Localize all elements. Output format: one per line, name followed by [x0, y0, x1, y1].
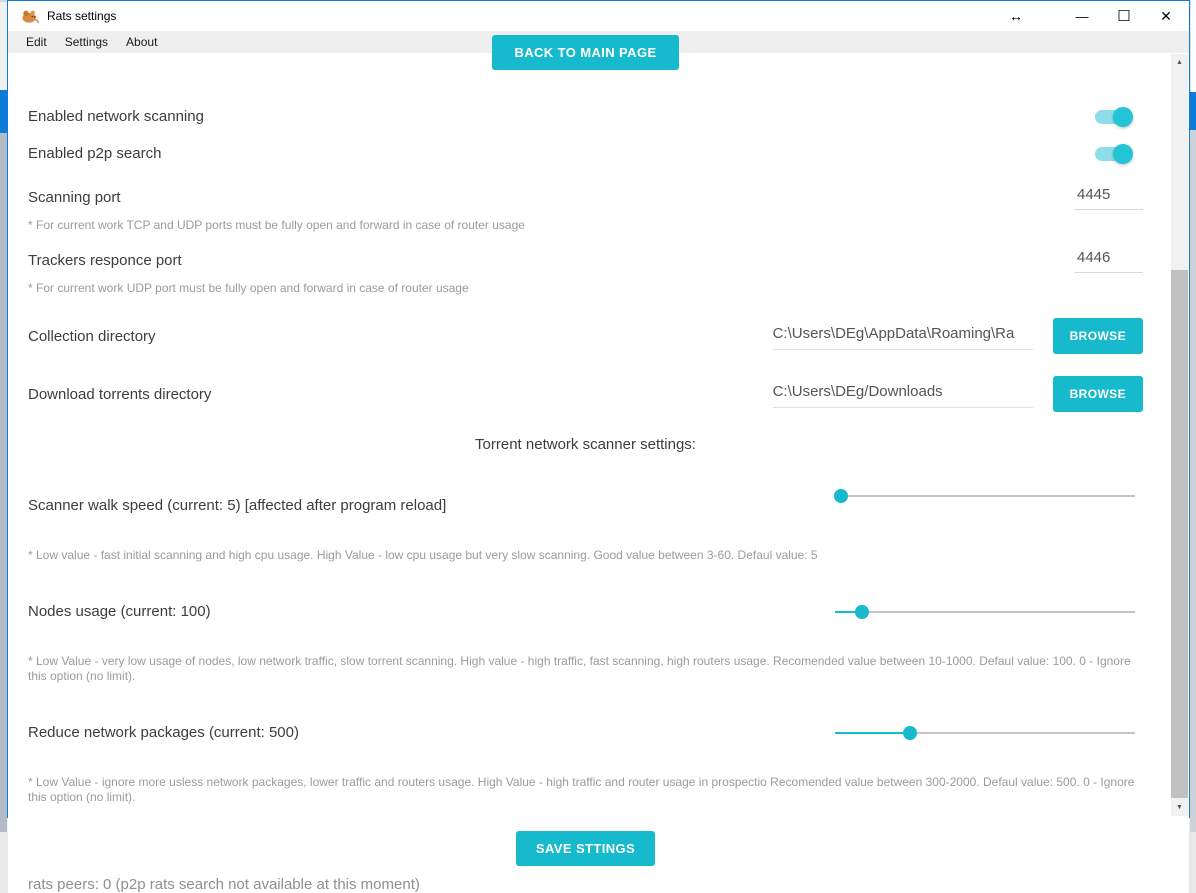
setting-note: * Low Value - ignore more usless network packages, lower traffic and routers usage. High Value - high traffic and router usage in prospectio Recomended value between 300-2000. Defaul value: 500. 0 - Ignore this option (no limit). — [28, 775, 1135, 804]
toggle-knob — [1113, 107, 1133, 127]
download-browse-button[interactable]: BROWSE — [1053, 376, 1143, 412]
setting-label: Reduce network packages (current: 500) — [28, 724, 299, 741]
scanner-walk-speed-slider[interactable] — [835, 489, 1135, 503]
scanning-port-input[interactable] — [1075, 184, 1143, 210]
background-sliver-segment — [1190, 92, 1196, 130]
collection-browse-button[interactable]: BROWSE — [1053, 318, 1143, 354]
background-sliver-segment — [0, 90, 7, 133]
rats-peers-status: rats peers: 0 (p2p rats search not available at this moment) — [28, 876, 420, 893]
close-button[interactable]: ✕ — [1160, 7, 1172, 24]
save-settings-button[interactable]: SAVE STTINGS — [516, 831, 655, 866]
menu-edit[interactable]: Edit — [26, 35, 47, 49]
scrollbar-thumb[interactable] — [1171, 270, 1188, 798]
collection-directory-input[interactable] — [773, 323, 1033, 350]
section-title: Torrent network scanner settings: — [475, 436, 696, 453]
slider-thumb[interactable] — [834, 489, 848, 503]
setting-row-nodes-usage — [28, 603, 1143, 620]
setting-row-scanning-port — [28, 184, 1143, 210]
setting-row-scanner-walk-speed — [28, 497, 1143, 514]
directory-controls — [773, 376, 1143, 412]
setting-note: * For current work TCP and UDP ports must be fully open and forward in case of router usage — [28, 218, 525, 232]
setting-label: Download torrents directory — [28, 385, 212, 403]
setting-row-reduce-packages — [28, 724, 1143, 741]
app-icon-rat — [21, 8, 39, 24]
trackers-port-input[interactable] — [1075, 247, 1143, 273]
settings-page — [8, 45, 1189, 893]
setting-note: * Low Value - very low usage of nodes, low network traffic, slow torrent scanning. High value - high traffic, fast scanning, high routers usage. Recomended value between 10-1000. Defaul value: 100. 0 - Ignore this option (no limit). — [28, 654, 1131, 683]
window-title: Rats settings — [47, 9, 117, 23]
download-directory-input[interactable] — [773, 381, 1033, 408]
setting-label: Nodes usage (current: 100) — [28, 603, 211, 620]
setting-label: Trackers responce port — [28, 251, 182, 269]
setting-note: * For current work UDP port must be fully open and forward in case of router usage — [28, 281, 469, 295]
back-button-container — [28, 35, 1143, 70]
rats-settings-window — [7, 0, 1190, 893]
setting-row-download-directory — [28, 376, 1143, 412]
slider-thumb[interactable] — [855, 605, 869, 619]
reduce-packages-slider[interactable] — [835, 726, 1135, 740]
toggle-knob — [1113, 144, 1133, 164]
setting-row-trackers-port — [28, 247, 1143, 273]
network-scanning-toggle[interactable] — [1095, 110, 1129, 124]
background-window-sliver-left — [0, 0, 7, 832]
background-sliver-segment — [1190, 0, 1196, 92]
setting-label: Scanning port — [28, 188, 121, 206]
titlebar[interactable] — [8, 1, 1189, 31]
menu-about[interactable]: About — [126, 35, 158, 49]
background-window-sliver-right — [1190, 0, 1196, 832]
slider-track — [835, 495, 1135, 497]
setting-label: Collection directory — [28, 327, 156, 345]
setting-row-network-scanning — [28, 108, 1143, 125]
setting-note: * Low value - fast initial scanning and high cpu usage. High Value - low cpu usage but very slow scanning. Good value between 3-60. Defaul value: 5 — [28, 548, 818, 562]
slider-thumb[interactable] — [903, 726, 917, 740]
setting-label: Scanner walk speed (current: 5) [affected after program reload] — [28, 497, 447, 514]
maximize-button[interactable]: ☐ — [1117, 8, 1131, 25]
vertical-scrollbar[interactable] — [1171, 54, 1188, 816]
setting-row-p2p-search — [28, 145, 1143, 162]
setting-row-collection-directory — [28, 318, 1143, 354]
back-to-main-page-button[interactable]: BACK TO MAIN PAGE — [492, 35, 678, 70]
slider-track — [835, 611, 1135, 613]
resize-icon[interactable]: ↔ — [1009, 8, 1023, 24]
setting-label: Enabled p2p search — [28, 145, 162, 162]
scroll-down-icon[interactable]: ▼ — [1176, 804, 1183, 811]
p2p-search-toggle[interactable] — [1095, 147, 1129, 161]
nodes-usage-slider[interactable] — [835, 605, 1135, 619]
menu-settings[interactable]: Settings — [64, 35, 109, 49]
setting-label: Enabled network scanning — [28, 108, 204, 125]
directory-controls — [773, 318, 1143, 354]
scroll-up-icon[interactable]: ▲ — [1176, 59, 1183, 66]
background-sliver-segment — [0, 0, 7, 90]
minimize-button[interactable]: — — [1075, 8, 1089, 24]
slider-fill — [835, 732, 910, 734]
save-button-container — [28, 831, 1143, 866]
